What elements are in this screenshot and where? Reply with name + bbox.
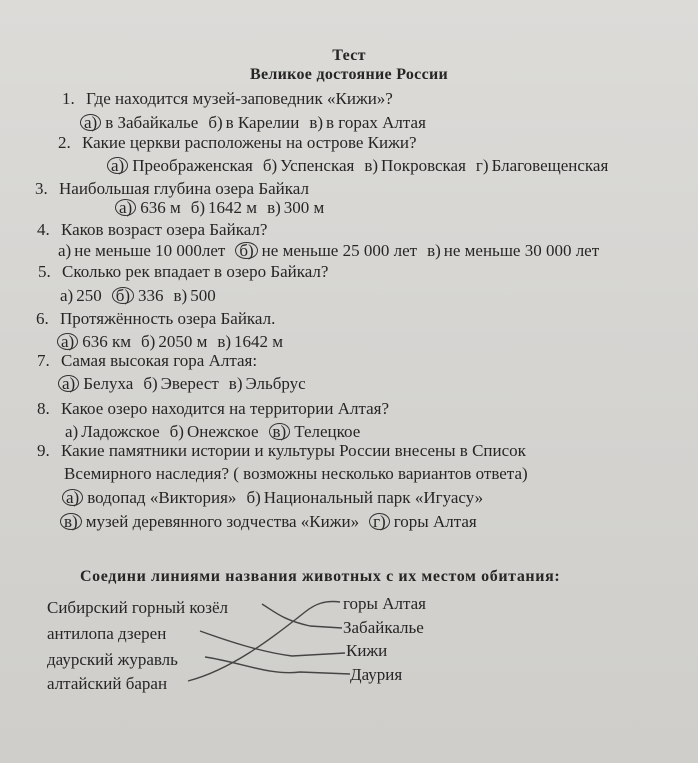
question-text: Самая высокая гора Алтая: xyxy=(61,351,258,370)
answer-option xyxy=(267,198,324,217)
answer-options-8 xyxy=(65,422,370,442)
question-text: Протяжённость озера Байкал. xyxy=(60,309,276,328)
place-2: Забайкалье xyxy=(343,618,424,637)
question-text: Где находится музей-заповедник «Кижи»? xyxy=(86,89,393,108)
answer-text: в Карелии xyxy=(225,113,300,132)
answer-letter: б) xyxy=(190,198,206,217)
question-number: 5. xyxy=(38,262,51,281)
answer-options-1 xyxy=(80,113,436,133)
page-subtitle: Великое достояние России xyxy=(249,66,449,83)
answer-options-7 xyxy=(58,374,316,394)
question-number: 6. xyxy=(36,309,49,328)
animal-2: антилопа дзерен xyxy=(47,624,167,643)
answer-letter: в) xyxy=(427,241,441,260)
answer-option xyxy=(208,113,299,132)
answer-option xyxy=(217,332,283,351)
answer-text: Успенская xyxy=(280,156,355,175)
answer-options-5 xyxy=(60,286,226,306)
question-number: 3. xyxy=(35,179,48,198)
question-number: 7. xyxy=(37,351,50,370)
question-number: 2. xyxy=(58,133,71,152)
answer-text: 300 м xyxy=(283,198,325,217)
question-5 xyxy=(38,262,328,282)
animal-3: даурский журавль xyxy=(47,650,178,669)
question-4 xyxy=(37,220,267,240)
answer-letter: г) xyxy=(475,156,489,175)
answer-options-3 xyxy=(115,198,334,218)
circled-answer-letter: б) xyxy=(112,287,134,304)
answer-text: 500 xyxy=(190,286,216,305)
circled-answer-letter: г) xyxy=(369,513,390,530)
match-line-dzeren xyxy=(200,631,345,656)
answer-option xyxy=(58,374,133,393)
answer-text: 636 км xyxy=(82,332,131,351)
answer-text: 1642 м xyxy=(234,332,284,351)
answer-option xyxy=(65,422,160,441)
answer-option xyxy=(174,286,216,305)
circled-answer-letter: в) xyxy=(60,513,82,530)
answer-option xyxy=(170,422,259,441)
answer-text: Эльбрус xyxy=(245,374,306,393)
answer-text: Ладожское xyxy=(81,422,160,441)
animal-1: Сибирский горный козёл xyxy=(47,598,228,617)
answer-text: Телецкое xyxy=(294,422,361,441)
question-text: Наибольшая глубина озера Байкал xyxy=(59,179,309,198)
answer-text: Национальный парк «Игуасу» xyxy=(263,488,484,507)
circled-answer-letter: а) xyxy=(57,333,78,350)
question-number: 9. xyxy=(37,441,50,460)
question-1 xyxy=(62,89,393,109)
answer-option xyxy=(263,156,355,175)
answer-option xyxy=(60,512,359,531)
answer-letter: б) xyxy=(143,374,158,393)
answer-text: в горах Алтая xyxy=(326,113,426,132)
answer-text: 636 м xyxy=(140,198,181,217)
circled-answer-letter: а) xyxy=(115,199,136,216)
answer-letter: в) xyxy=(309,113,324,132)
match-line-goat xyxy=(262,604,342,628)
circled-answer-letter: а) xyxy=(58,375,79,392)
answer-option xyxy=(309,113,426,132)
answer-options-9 xyxy=(62,488,493,508)
answer-option xyxy=(143,374,218,393)
place-3: Кижи xyxy=(346,641,388,660)
answer-option xyxy=(60,286,102,305)
answer-option xyxy=(476,156,608,175)
answer-option xyxy=(80,113,198,132)
place-1: горы Алтая xyxy=(343,594,426,613)
answer-text: 250 xyxy=(76,286,102,305)
question-number: 4. xyxy=(37,220,50,239)
question-8 xyxy=(37,399,389,419)
answer-text: Онежское xyxy=(186,422,259,441)
answer-option xyxy=(229,374,306,393)
question-9 xyxy=(37,441,526,461)
answer-letter: а) xyxy=(58,241,72,260)
answer-text: не меньше 30 000 лет xyxy=(443,241,600,260)
answer-letter: а) xyxy=(60,286,74,305)
answer-option xyxy=(62,488,236,507)
answer-options-2 xyxy=(107,156,618,176)
question-7 xyxy=(37,351,257,371)
answer-text: 336 xyxy=(138,286,164,305)
place-4: Даурия xyxy=(350,665,403,684)
answer-letter: в) xyxy=(228,374,243,393)
question-text: Какое озеро находится на территории Алтая? xyxy=(61,399,389,418)
answer-option xyxy=(112,286,164,305)
circled-answer-letter: а) xyxy=(80,114,101,131)
answer-option xyxy=(115,198,181,217)
circled-answer-letter: а) xyxy=(62,489,83,506)
answer-letter: в) xyxy=(173,286,188,305)
answer-option xyxy=(364,156,466,175)
answer-text: музей деревянного зодчества «Кижи» xyxy=(85,512,360,531)
answer-options-6 xyxy=(57,332,293,352)
answer-option xyxy=(235,241,417,260)
answer-option xyxy=(269,422,361,441)
question-text: Каков возраст озера Байкал? xyxy=(61,220,268,239)
answer-text: водопад «Виктория» xyxy=(87,488,237,507)
answer-options-9 xyxy=(60,512,487,532)
question-number: 8. xyxy=(37,399,50,418)
question-9-line2: Всемирного наследия? ( возможны несколько вариантов ответа) xyxy=(64,464,528,483)
answer-letter: б) xyxy=(141,332,156,351)
answer-option xyxy=(369,512,477,531)
answer-text: не меньше 25 000 лет xyxy=(261,241,418,260)
answer-letter: в) xyxy=(364,156,379,175)
question-number: 1. xyxy=(62,89,75,108)
question-text: Сколько рек впадает в озеро Байкал? xyxy=(62,262,329,281)
answer-text: в Забайкалье xyxy=(105,113,199,132)
answer-text: Преображенская xyxy=(132,156,253,175)
answer-text: горы Алтая xyxy=(393,512,477,531)
answer-text: 2050 м xyxy=(158,332,208,351)
matching-title: Соедини линиями названия животных с их местом обитания: xyxy=(80,568,561,585)
question-text: Какие церкви расположены на острове Кижи? xyxy=(82,133,417,152)
animal-4: алтайский баран xyxy=(47,674,168,693)
answer-letter: б) xyxy=(262,156,278,175)
circled-answer-letter: в) xyxy=(269,423,291,440)
answer-option xyxy=(246,488,483,507)
answer-letter: б) xyxy=(169,422,184,441)
answer-option xyxy=(427,241,599,260)
question-2 xyxy=(58,133,417,153)
answer-option xyxy=(58,241,225,260)
question-6 xyxy=(36,309,275,329)
answer-letter: в) xyxy=(267,198,281,217)
answer-letter: б) xyxy=(208,113,223,132)
answer-option xyxy=(141,332,207,351)
answer-option xyxy=(57,332,131,351)
question-3 xyxy=(35,179,309,199)
answer-letter: а) xyxy=(65,422,79,441)
circled-answer-letter: а) xyxy=(107,157,128,174)
answer-option xyxy=(107,156,253,175)
answer-text: Эверест xyxy=(160,374,219,393)
page-title: Тест xyxy=(332,47,366,64)
circled-answer-letter: б) xyxy=(235,242,257,259)
answer-letter: в) xyxy=(217,332,232,351)
answer-options-4 xyxy=(58,241,609,261)
answer-text: Покровская xyxy=(381,156,466,175)
answer-letter: б) xyxy=(246,488,261,507)
answer-text: 1642 м xyxy=(208,198,258,217)
answer-text: Белуха xyxy=(83,374,134,393)
answer-text: Благовещенская xyxy=(491,156,609,175)
question-text: Какие памятники истории и культуры России внесены в Список xyxy=(61,441,526,460)
answer-text: не меньше 10 000лет xyxy=(74,241,226,260)
answer-option xyxy=(191,198,257,217)
match-line-crane xyxy=(205,657,350,674)
